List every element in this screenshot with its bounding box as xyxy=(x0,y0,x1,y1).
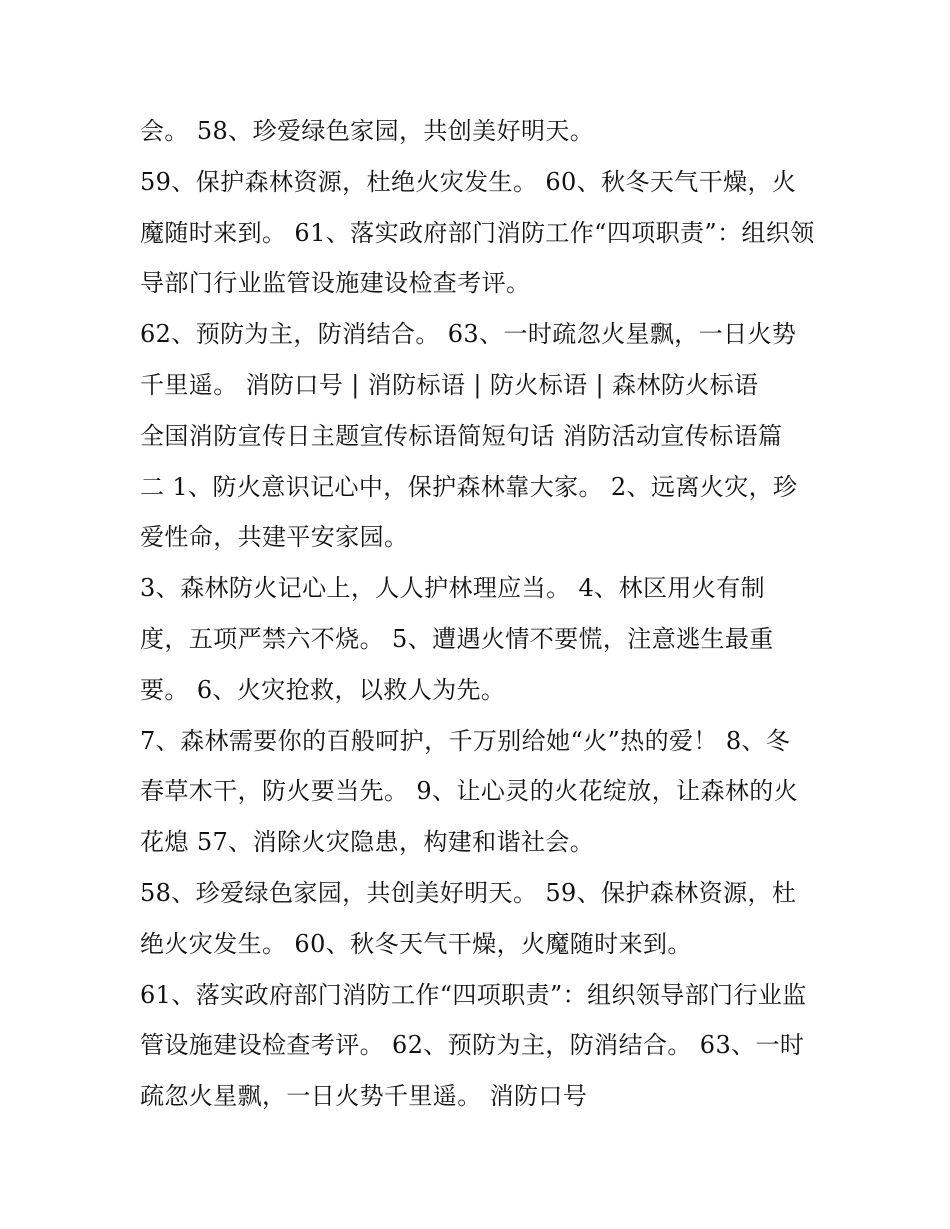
text-line-20: 疏忽火星飘，一日火势千里遥。 消防口号 xyxy=(140,1082,588,1111)
text-line-10: 3、森林防火记心上，人人护林理应当。 4、林区用火有制 xyxy=(140,574,765,603)
text-line-15: 花熄 57、消除火灾隐患，构建和谐社会。 xyxy=(140,828,595,857)
text-line-4: 导部门行业监管设施建设检查考评。 xyxy=(140,269,531,298)
text-line-13: 7、森林需要你的百般呵护，千万别给她“火”热的爱！ 8、冬 xyxy=(140,726,791,755)
text-line-2: 59、保护森林资源，杜绝火灾发生。 60、秋冬天气干燥，火 xyxy=(140,167,797,196)
text-line-7: 全国消防宣传日主题宣传标语简短句话 消防活动宣传标语篇 xyxy=(140,421,783,450)
body-text xyxy=(140,106,830,1122)
text-line-5: 62、预防为主，防消结合。 63、一时疏忽火星飘，一日火势 xyxy=(140,320,797,349)
text-line-16: 58、珍爱绿色家园，共创美好明天。 59、保护森林资源，杜 xyxy=(140,878,797,907)
text-line-12: 要。 6、火灾抢救，以救人为先。 xyxy=(140,675,506,704)
text-line-11: 度，五项严禁六不烧。 5、遭遇火情不要慌，注意逃生最重 xyxy=(140,624,774,653)
text-line-6: 千里遥。 消防口号 | 消防标语 | 防火标语 | 森林防火标语 xyxy=(140,370,759,399)
text-line-1: 会。 58、珍爱绿色家园，共创美好明天。 xyxy=(140,117,595,145)
text-line-19: 管设施建设检查考评。 62、预防为主，防消结合。 63、一时 xyxy=(140,1031,805,1060)
text-line-9: 爱性命，共建平安家园。 xyxy=(140,523,409,552)
text-line-3: 魔随时来到。 61、落实政府部门消防工作“四项职责”：组织领 xyxy=(140,218,815,247)
text-line-17: 绝火灾发生。 60、秋冬天气干燥，火魔随时来到。 xyxy=(140,929,692,958)
text-line-8: 二 1、防火意识记心中，保护森林靠大家。 2、远离火灾，珍 xyxy=(140,472,798,501)
text-line-18: 61、落实政府部门消防工作“四项职责”：组织领导部门行业监 xyxy=(140,980,807,1009)
text-line-14: 春草木干，防火要当先。 9、让心灵的火花绽放，让森林的火 xyxy=(140,777,799,806)
